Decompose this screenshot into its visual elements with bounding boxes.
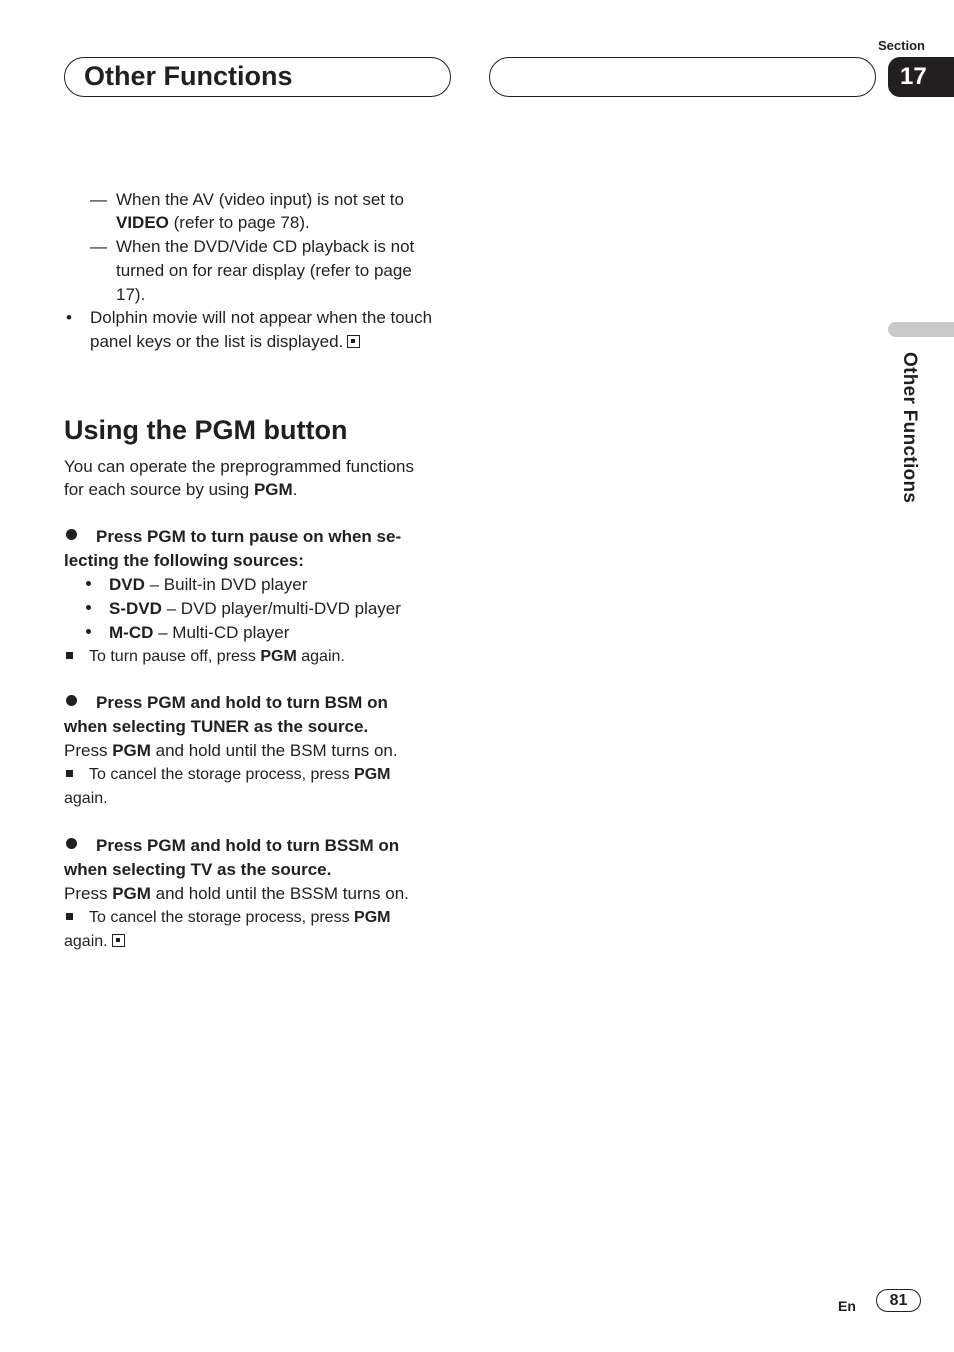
source-bullet-icon — [86, 621, 91, 645]
source-desc: – Built-in DVD player — [144, 575, 308, 594]
source-bullet-icon — [86, 597, 91, 621]
source-desc: – DVD player/multi-DVD player — [161, 599, 401, 618]
step-body — [64, 882, 409, 906]
source-desc: – Multi-CD player — [153, 623, 290, 642]
step-heading: Press PGM and hold to turn BSSM on — [96, 836, 400, 855]
end-of-section-icon — [112, 934, 125, 947]
source-name: S-DVD — [109, 599, 162, 618]
side-tab-label: Other Functions — [899, 352, 920, 504]
source-item — [109, 621, 289, 645]
note-text — [89, 763, 390, 787]
note-square-icon — [66, 763, 73, 787]
note-text: again. — [64, 790, 108, 807]
side-tab-marker — [888, 322, 954, 337]
intro-line — [64, 478, 297, 502]
source-name: DVD — [109, 575, 145, 594]
text-run: panel keys or the list is displayed. — [90, 332, 344, 351]
step-body — [64, 739, 398, 763]
text-run: Press — [64, 741, 113, 760]
page-number: 81 — [876, 1289, 921, 1312]
list-item-line: When the DVD/Vide CD playback is not — [116, 237, 415, 256]
list-item-line: Dolphin movie will not appear when the touch — [90, 308, 433, 327]
section-number: 17 — [888, 57, 954, 97]
text-run: and hold until the BSSM turns on. — [150, 884, 409, 903]
text-run: for each source by using — [64, 480, 254, 499]
note-square-icon — [66, 645, 73, 669]
note-text — [89, 645, 345, 669]
text-run: To cancel the storage process, press — [89, 766, 355, 783]
source-item — [109, 597, 401, 621]
note-text — [64, 930, 125, 954]
bullet-marker: • — [66, 308, 72, 327]
list-item-line: turned on for rear display (refer to page — [116, 261, 412, 280]
text-run: and hold until the BSM turns on. — [150, 741, 398, 760]
bold-term: PGM — [112, 884, 151, 903]
source-name: M-CD — [109, 623, 154, 642]
section-heading: Using the PGM button — [64, 415, 348, 445]
note-text — [89, 906, 390, 930]
bold-term: PGM — [253, 480, 293, 499]
blank-header-frame — [489, 57, 876, 97]
text-run: Press — [64, 884, 113, 903]
step-heading: when selecting TV as the source. — [64, 860, 332, 879]
end-of-section-icon — [347, 335, 360, 348]
bold-term: PGM — [112, 741, 151, 760]
step-bullet-icon — [66, 525, 77, 549]
section-label: Section — [878, 38, 925, 53]
list-item-line: When the AV (video input) is not set to — [116, 190, 404, 209]
text-run: (refer to page 78). — [168, 213, 310, 232]
step-heading: Press PGM and hold to turn BSM on — [96, 693, 388, 712]
note-square-icon — [66, 906, 73, 930]
text-run: again. — [296, 648, 345, 665]
source-bullet-icon — [86, 573, 91, 597]
bold-term: PGM — [354, 909, 391, 926]
intro-line: You can operate the preprogrammed functions — [64, 457, 414, 476]
language-code: En — [838, 1298, 856, 1314]
step-heading: when selecting TUNER as the source. — [64, 717, 369, 736]
text-run: To turn pause off, press — [89, 648, 261, 665]
list-item-line — [116, 211, 310, 235]
step-bullet-icon — [66, 691, 77, 715]
text-run: . — [292, 480, 298, 499]
dash-marker: — — [90, 237, 107, 256]
step-heading: Press PGM to turn pause on when se- — [96, 527, 402, 546]
dash-marker: — — [90, 190, 107, 209]
text-run: again. — [64, 933, 108, 950]
chapter-title: Other Functions — [84, 61, 293, 91]
bold-term: PGM — [354, 766, 391, 783]
step-heading: lecting the following sources: — [64, 551, 304, 570]
list-item-line: 17). — [116, 285, 146, 304]
step-bullet-icon — [66, 834, 77, 858]
bold-term: VIDEO — [116, 213, 169, 232]
text-run: To cancel the storage process, press — [89, 909, 355, 926]
source-item — [109, 573, 307, 597]
bold-term: PGM — [260, 648, 297, 665]
list-item-line — [90, 330, 360, 354]
